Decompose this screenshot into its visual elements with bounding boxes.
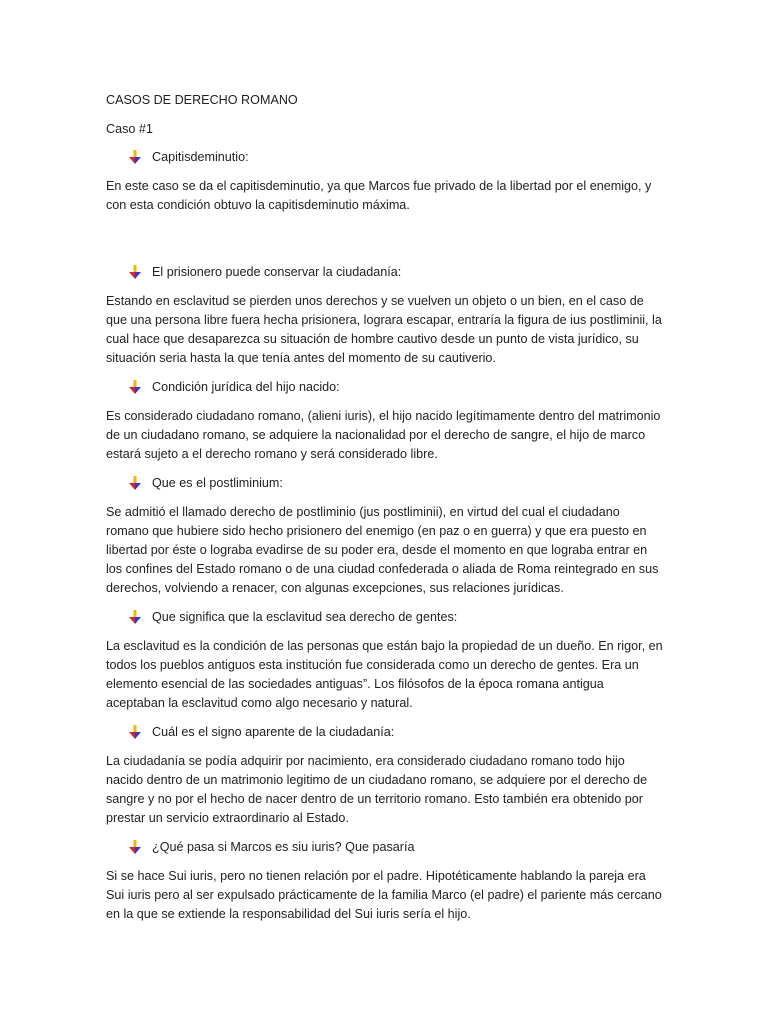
section-heading-text: Condición jurídica del hijo nacido: [152, 380, 340, 394]
section-heading-signo-ciudadania [128, 723, 664, 742]
section-body: Se admitió el llamado derecho de postliminio (jus postliminii), en virtud del cual el ciudadano romano que hubiere sido hecho prisionero del enemigo (en paz o en guerra) y que era puesto en libertad por éste o lograba evadirse de su poder era, desde el momento en que lograba entrar en los confines del Estado romano o de una ciudad confederada o aliada de Roma reintegrado en sus derechos, volviendo a renacer, con algunas excepciones, sus relaciones jurídicas. [106, 505, 659, 595]
section-body: Estando en esclavitud se pierden unos derechos y se vuelven un objeto o un bien, en el caso de que una persona libre fuera hecha prisionera, lograra escapar, entraría la figura de ius postliminii, la cual hace que desaparezca su situación de hombre cautivo desde un punto de vista jurídico, su situación seria hasta la que tenía antes del momento de su cautiverio. [106, 294, 662, 365]
section-heading-condicion-hijo [128, 378, 664, 397]
arrow-down-bullet-icon [128, 378, 142, 397]
section-heading-esclavitud [128, 608, 664, 627]
section-body: En este caso se da el capitisdeminutio, ya que Marcos fue privado de la libertad por el enemigo, y con esta condición obtuvo la capitisdeminutio máxima. [106, 179, 652, 212]
arrow-down-bullet-icon [128, 474, 142, 493]
section-heading-prisionero [128, 263, 664, 282]
section-heading-postliminium [128, 474, 664, 493]
case-label: Caso #1 [106, 122, 153, 136]
section-heading-text: Que es el postliminium: [152, 476, 283, 490]
arrow-down-bullet-icon [128, 838, 142, 857]
section-heading-sui-iuris [128, 838, 664, 857]
section-heading-text: Capitisdeminutio: [152, 150, 249, 164]
spacer [106, 225, 664, 263]
arrow-down-bullet-icon [128, 723, 142, 742]
section-body: Si se hace Sui iuris, pero no tienen relación por el padre. Hipotéticamente hablando la pareja era Sui iuris pero al ser expulsado prácticamente de la familia Marco (el padre) el pariente más cercano en la que se extiende la responsabilidad del Sui iuris sería el hijo. [106, 869, 662, 921]
section-heading-capitisdeminutio [128, 148, 664, 167]
arrow-down-bullet-icon [128, 608, 142, 627]
section-heading-text: Cuál es el signo aparente de la ciudadanía: [152, 725, 395, 739]
section-body: La ciudadanía se podía adquirir por nacimiento, era considerado ciudadano romano todo hijo nacido dentro de un matrimonio legitimo de un ciudadano romano, se adquiere por el derecho de sangre y no por el hecho de nacer dentro de un territorio romano. Esto también era obtenido por prestar un servicio extraordinario al Estado. [106, 754, 648, 825]
section-heading-text: ¿Qué pasa si Marcos es siu iuris? Que pasaría [152, 840, 415, 854]
section-body: La esclavitud es la condición de las personas que están bajo la propiedad de un dueño. En rigor, en todos los pueblos antiguos esta institución fue considerada como un derecho de gentes. Era un elemento esencial de las sociedades antiguas”. Los filósofos de la época romana antigua aceptaban la esclavitud como algo necesario y natural. [106, 639, 663, 710]
document-body [106, 91, 664, 934]
document-title: CASOS DE DERECHO ROMANO [106, 93, 298, 107]
section-heading-text: Que significa que la esclavitud sea derecho de gentes: [152, 610, 458, 624]
arrow-down-bullet-icon [128, 263, 142, 282]
section-heading-text: El prisionero puede conservar la ciudadanía: [152, 265, 402, 279]
section-body: Es considerado ciudadano romano, (alieni iuris), el hijo nacido legítimamente dentro del matrimonio de un ciudadano romano, se adquiere la nacionalidad por el derecho de sangre, el hijo de marco estará sujeto a el derecho romano y será considerado libre. [106, 409, 661, 461]
arrow-down-bullet-icon [128, 148, 142, 167]
